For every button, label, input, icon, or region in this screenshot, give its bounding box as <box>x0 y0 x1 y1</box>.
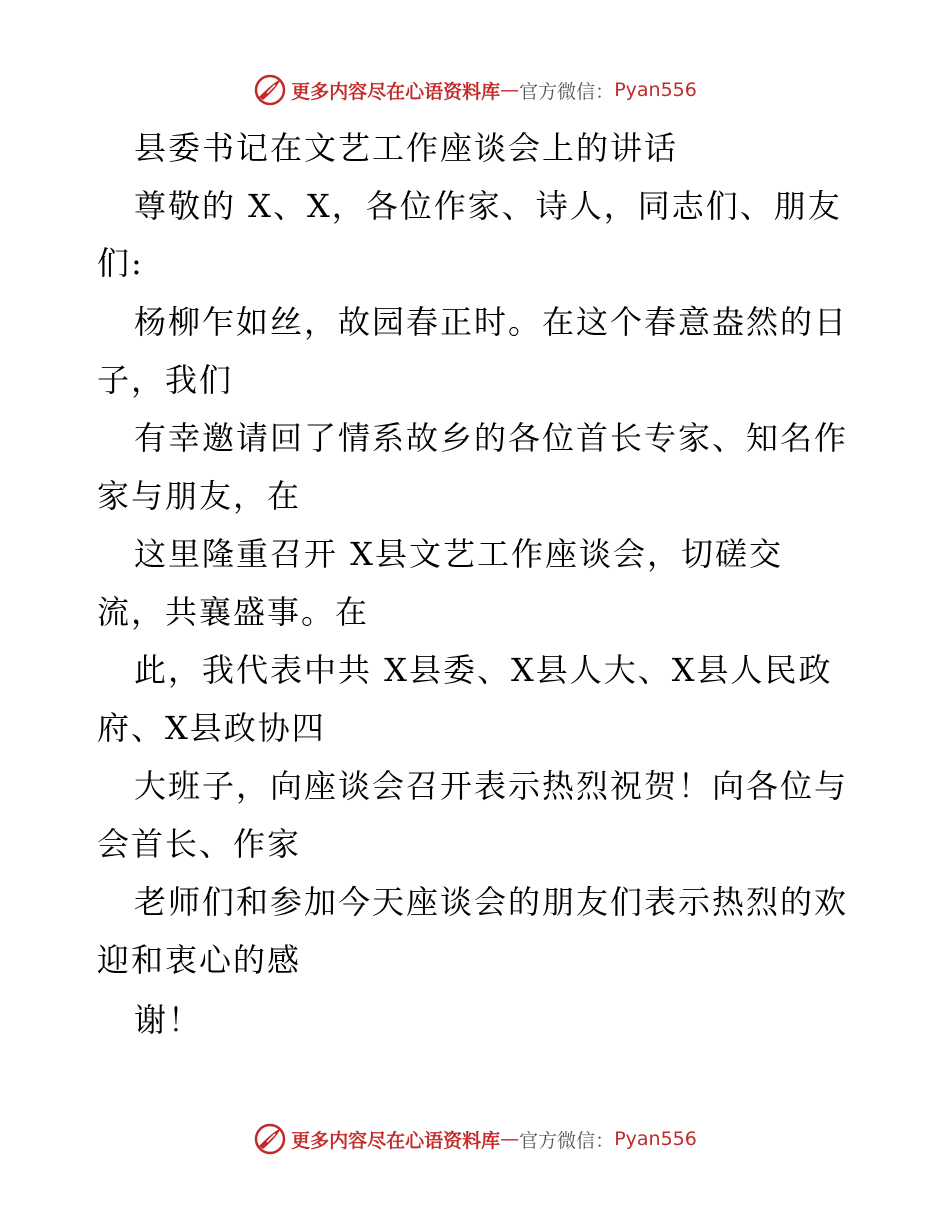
banner-slogan: 更多内容尽在心语资料库 <box>291 1129 501 1152</box>
header-banner <box>0 70 950 110</box>
paragraph-line: 谢！ <box>134 1001 203 1039</box>
paragraph-line: 有幸邀请回了情系故乡的各位首长专家、知名作 <box>134 419 849 457</box>
banner-slogan: 更多内容尽在心语资料库 <box>291 80 501 103</box>
banner-separator: — <box>500 1128 520 1150</box>
paragraph-line: 会首长、作家 <box>97 825 302 863</box>
paragraph-line: 杨柳乍如丝，故园春正时。在这个春意盎然的日 <box>134 303 849 341</box>
paragraph-line: 大班子，向座谈会召开表示热烈祝贺！向各位与 <box>134 767 849 805</box>
paragraph-line: 家与朋友，在 <box>97 477 302 515</box>
pen-logo-icon <box>253 73 287 107</box>
banner-contact-id: Pyan556 <box>614 79 697 101</box>
document-title: 县委书记在文艺工作座谈会上的讲话 <box>134 129 679 167</box>
paragraph-line: 子，我们 <box>97 361 234 399</box>
paragraph-line: 迎和衷心的感 <box>97 941 302 979</box>
paragraph-line: 这里隆重召开 X县文艺工作座谈会，切磋交 <box>134 535 783 573</box>
paragraph-line: 老师们和参加今天座谈会的朋友们表示热烈的欢 <box>134 883 849 921</box>
banner-contact-id: Pyan556 <box>614 1128 697 1150</box>
paragraph-line: 流，共襄盛事。在 <box>97 593 370 631</box>
banner-separator: — <box>500 79 520 101</box>
banner-contact-label: 官方微信： <box>519 1129 615 1152</box>
salutation-line-cont: 们: <box>97 244 144 282</box>
paragraph-line: 此，我代表中共 X县委、X县人大、X县人民政 <box>134 651 833 689</box>
paragraph-line: 府、X县政协四 <box>97 709 326 747</box>
salutation-line: 尊敬的 X、X，各位作家、诗人，同志们、朋友 <box>134 187 842 225</box>
banner-contact-label: 官方微信： <box>519 80 615 103</box>
footer-banner <box>0 1119 950 1159</box>
pen-logo-icon <box>253 1122 287 1156</box>
